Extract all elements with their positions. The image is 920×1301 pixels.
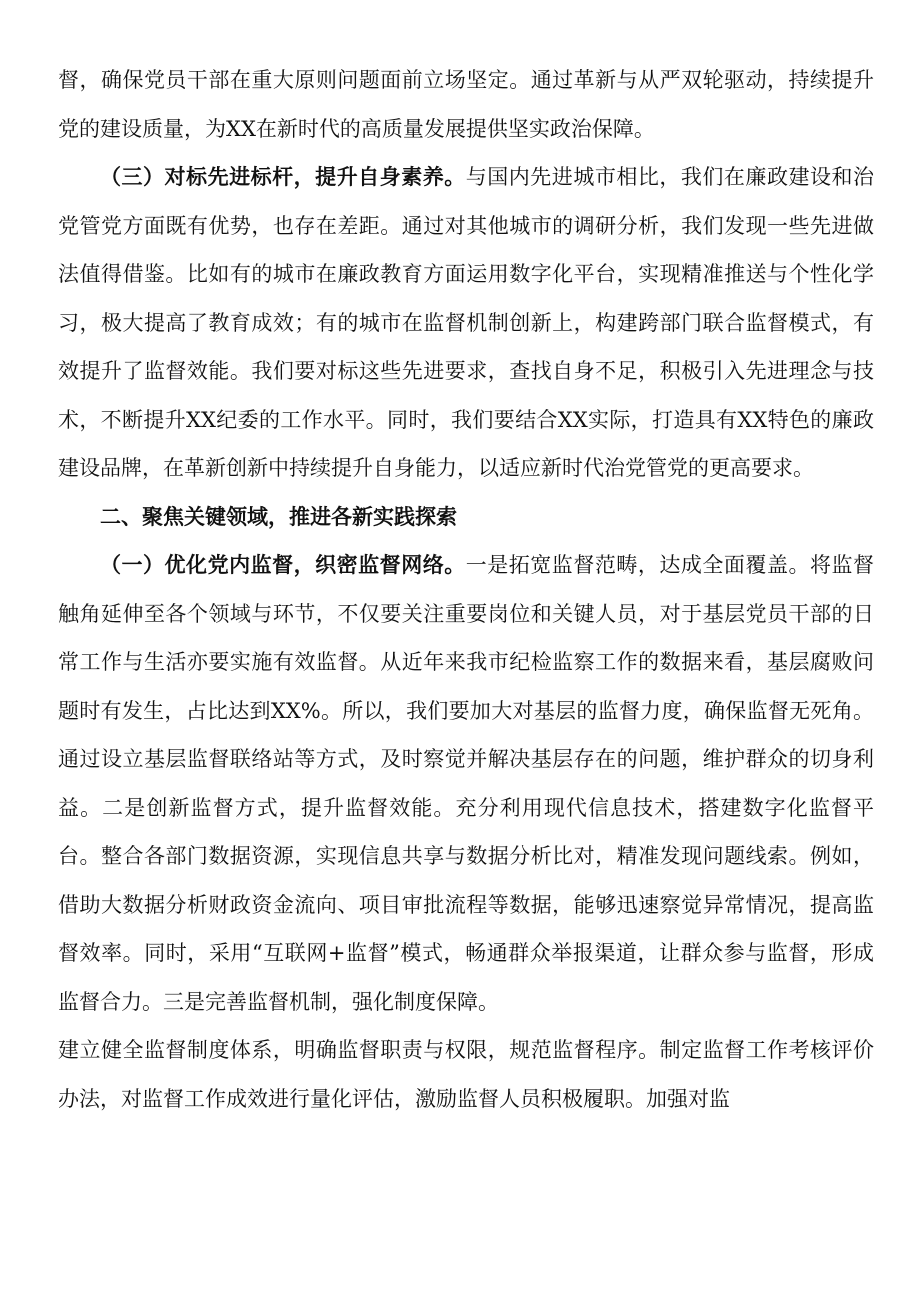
paragraph-supervision-body: 一是拓宽监督范畴，达成全面覆盖。将监督触角延伸至各个领域与环节，不仅要关注重要岗位和关键人员，对于基层党员干部的日常工作与生活亦要实施有效监督。从近年来我市纪检监察工作的数据来看，基层腐败问题时有发生，占比达到XX%。所以，我们要加大对基层的监督力度，确保监督无死角。通过设立基层监督联络站等方式，及时察觉并解决基层存在的问题，维护群众的切身利益。二是创新监督方式，提升监督效能。充分利用现代信息技术，搭建数字化监督平台。整合各部门数据资源，实现信息共享与数据分析比对，精准发现问题线索。例如，借助大数据分析财政资金流向、项目审批流程等数据，能够迅速察觉异常情况，提高监督效率。同时，采用“互联网+监督”模式，畅通群众举报渠道，让群众参与监督，形成监督合力。三是完善监督机制，强化制度保障。 [58,553,875,1014]
subsection-heading-1: （一）优化党内监督，织密监督网络。 [100,552,466,577]
subsection-heading-3: （三）对标先进标杆，提升自身素养。 [100,164,466,189]
paragraph-mechanism: 建立健全监督制度体系，明确监督职责与权限，规范监督程序。制定监督工作考核评价办法，对监督工作成效进行量化评估，激励监督人员积极履职。加强对监 [58,1038,874,1111]
paragraph-supervision [58,541,874,1026]
paragraph-continuation: 督，确保党员干部在重大原则问题面前立场坚定。通过革新与从严双轮驱动，持续提升党的建设质量，为XX在新时代的高质量发展提供坚实政治保障。 [58,68,874,141]
section-heading-2: 二、聚焦关键领域，推进各新实践探索 [100,503,457,529]
paragraph-benchmark-body: 与国内先进城市相比，我们在廉政建设和治党管党方面既有优势，也存在差距。通过对其他城市的调研分析，我们发现一些先进做法值得借鉴。比如有的城市在廉政教育方面运用数字化平台，实现精准推送与个性化学习，极大提高了教育成效；有的城市在监督机制创新上，构建跨部门联合监督模式，有效提升了监督效能。我们要对标这些先进要求，查找自身不足，积极引入先进理念与技术，不断提升XX纪委的工作水平。同时，我们要结合XX实际，打造具有XX特色的廉政建设品牌，在革新创新中持续提升自身能力，以适应新时代治党管党的更高要求。 [58,165,875,480]
paragraph-benchmark [58,153,874,493]
